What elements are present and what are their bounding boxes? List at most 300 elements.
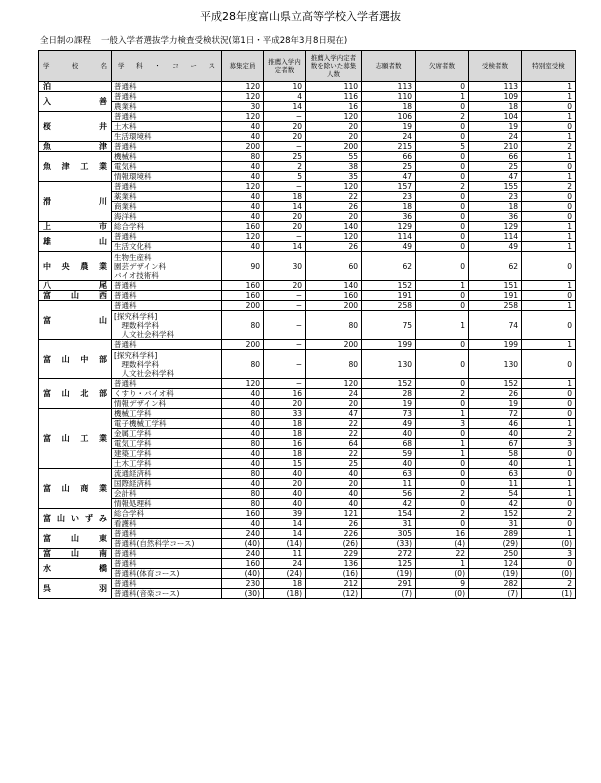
capacity-cell: 80 <box>222 350 264 379</box>
special-room-cell: 0 <box>522 409 576 419</box>
capacity-cell: 160 <box>222 559 264 569</box>
applicants-cell: 152 <box>362 379 416 389</box>
school-name: 雄山 <box>39 232 112 252</box>
special-room-cell: 1 <box>522 489 576 499</box>
absent-cell: 0 <box>416 519 469 529</box>
table-row <box>39 212 576 222</box>
examinees-cell: (19) <box>469 569 522 579</box>
remaining-cell: 160 <box>306 291 362 301</box>
special-room-cell: 0 <box>522 291 576 301</box>
applicants-cell: 36 <box>362 212 416 222</box>
course-name: 土木工学科 <box>112 459 222 469</box>
absent-cell: (0) <box>416 569 469 579</box>
table-row <box>39 132 576 142</box>
capacity-cell: 40 <box>222 479 264 489</box>
remaining-cell: 20 <box>306 132 362 142</box>
special-room-cell: 1 <box>522 92 576 102</box>
examinees-cell: 258 <box>469 301 522 311</box>
examinees-cell: 42 <box>469 499 522 509</box>
recommended-cell: 24 <box>264 559 306 569</box>
school-name: 富山南 <box>39 549 112 559</box>
applicants-cell: 25 <box>362 162 416 172</box>
examinees-cell: 23 <box>469 192 522 202</box>
recommended-cell: 16 <box>264 439 306 449</box>
course-name: 普通科 <box>112 559 222 569</box>
remaining-cell: 136 <box>306 559 362 569</box>
table-row <box>39 92 576 102</box>
recommended-cell: 11 <box>264 549 306 559</box>
remaining-cell: 55 <box>306 152 362 162</box>
special-room-cell: (0) <box>522 539 576 549</box>
absent-cell: 16 <box>416 529 469 539</box>
examinees-cell: 124 <box>469 559 522 569</box>
remaining-cell: (12) <box>306 589 362 599</box>
absent-cell: 1 <box>416 281 469 291</box>
special-room-cell: 0 <box>522 469 576 479</box>
applicants-cell: 63 <box>362 469 416 479</box>
capacity-cell: 160 <box>222 291 264 301</box>
remaining-cell: 120 <box>306 232 362 242</box>
applicants-cell: (33) <box>362 539 416 549</box>
applicants-cell: 47 <box>362 172 416 182</box>
table-row <box>39 459 576 469</box>
absent-cell: 22 <box>416 549 469 559</box>
capacity-cell: 160 <box>222 281 264 291</box>
table-row <box>39 439 576 449</box>
capacity-cell: 40 <box>222 519 264 529</box>
course-name: 電気工学科 <box>112 439 222 449</box>
absent-cell: (0) <box>416 589 469 599</box>
examinees-cell: 36 <box>469 212 522 222</box>
school-name: 富山東 <box>39 529 112 549</box>
course-name: 電子機械工学科 <box>112 419 222 429</box>
recommended-cell: 40 <box>264 499 306 509</box>
recommended-cell: 40 <box>264 489 306 499</box>
page-title: 平成28年度富山県立高等学校入学者選抜 <box>200 10 401 23</box>
recommended-cell: 18 <box>264 192 306 202</box>
absent-cell: 2 <box>416 182 469 192</box>
absent-cell: 0 <box>416 82 469 92</box>
school-name: 富山西 <box>39 291 112 301</box>
school-name: 富山工業 <box>39 409 112 469</box>
special-room-cell: 1 <box>522 242 576 252</box>
absent-cell: 2 <box>416 489 469 499</box>
examinees-cell: 58 <box>469 449 522 459</box>
special-room-cell: 3 <box>522 439 576 449</box>
special-room-cell: 2 <box>522 509 576 519</box>
absent-cell: 0 <box>416 399 469 409</box>
examinees-cell: 18 <box>469 202 522 212</box>
table-row <box>39 509 576 519</box>
special-room-cell: 0 <box>522 122 576 132</box>
course-name: 情報処理科 <box>112 499 222 509</box>
remaining-cell: 40 <box>306 489 362 499</box>
table-row <box>39 429 576 439</box>
applicants-cell: 42 <box>362 499 416 509</box>
remaining-cell: 40 <box>306 469 362 479</box>
absent-cell: 1 <box>416 311 469 340</box>
remaining-cell: 64 <box>306 439 362 449</box>
remaining-cell: 200 <box>306 301 362 311</box>
absent-cell: 1 <box>416 449 469 459</box>
recommended-cell: − <box>264 311 306 340</box>
special-room-cell: 1 <box>522 82 576 92</box>
special-room-cell: 0 <box>522 449 576 459</box>
capacity-cell: 40 <box>222 449 264 459</box>
special-room-cell: 1 <box>522 281 576 291</box>
table-row <box>39 301 576 311</box>
applicants-cell: 62 <box>362 252 416 281</box>
recommended-cell: − <box>264 340 306 350</box>
special-room-cell: 1 <box>522 301 576 311</box>
remaining-cell: 140 <box>306 281 362 291</box>
examinees-cell: 63 <box>469 469 522 479</box>
table-row <box>39 252 576 281</box>
capacity-cell: 40 <box>222 429 264 439</box>
course-name: 普通科 <box>112 92 222 102</box>
recommended-cell: − <box>264 232 306 242</box>
header-remaining: 推薦入学内定者数を除いた募集人数 <box>306 51 362 82</box>
absent-cell: 0 <box>416 222 469 232</box>
applicants-cell: 31 <box>362 519 416 529</box>
recommended-cell: − <box>264 379 306 389</box>
table-row <box>39 112 576 122</box>
header-course: 学 科 ・ コ ー ス <box>112 51 222 82</box>
table-row <box>39 399 576 409</box>
examinees-cell: 47 <box>469 172 522 182</box>
recommended-cell: − <box>264 182 306 192</box>
capacity-cell: 40 <box>222 172 264 182</box>
school-name: 魚津工業 <box>39 152 112 182</box>
recommended-cell: 33 <box>264 409 306 419</box>
capacity-cell: 40 <box>222 389 264 399</box>
remaining-cell: 80 <box>306 311 362 340</box>
examinees-cell: 49 <box>469 242 522 252</box>
course-name: 建築工学科 <box>112 449 222 459</box>
table-row <box>39 291 576 301</box>
recommended-cell: (18) <box>264 589 306 599</box>
applicants-cell: 18 <box>362 102 416 112</box>
table-row <box>39 82 576 92</box>
table-row <box>39 182 576 192</box>
absent-cell: 0 <box>416 102 469 112</box>
examinees-cell: 104 <box>469 112 522 122</box>
applicants-cell: 154 <box>362 509 416 519</box>
examinees-cell: 282 <box>469 579 522 589</box>
special-room-cell: 0 <box>522 102 576 112</box>
recommended-cell: 18 <box>264 429 306 439</box>
table-row <box>39 489 576 499</box>
special-room-cell: 1 <box>522 479 576 489</box>
course-name: 普通科(体育コース) <box>112 569 222 579</box>
capacity-cell: (40) <box>222 539 264 549</box>
applicants-cell: 40 <box>362 459 416 469</box>
remaining-cell: 120 <box>306 182 362 192</box>
table-row <box>39 419 576 429</box>
special-room-cell: 1 <box>522 112 576 122</box>
absent-cell: 0 <box>416 162 469 172</box>
course-name: 生物生産科 園芸デザイン科 バイオ技術科 <box>112 252 222 281</box>
applicants-cell: 258 <box>362 301 416 311</box>
applicants-cell: 24 <box>362 132 416 142</box>
table-row <box>39 529 576 539</box>
examinees-cell: 130 <box>469 350 522 379</box>
table-row <box>39 311 576 340</box>
examinees-cell: 67 <box>469 439 522 449</box>
absent-cell: 0 <box>416 152 469 162</box>
special-room-cell: 0 <box>522 499 576 509</box>
examinees-cell: 24 <box>469 132 522 142</box>
examinees-cell: 40 <box>469 459 522 469</box>
recommended-cell: 25 <box>264 152 306 162</box>
recommended-cell: − <box>264 112 306 122</box>
capacity-cell: 40 <box>222 202 264 212</box>
capacity-cell: 80 <box>222 499 264 509</box>
applicants-cell: 40 <box>362 429 416 439</box>
absent-cell: 0 <box>416 192 469 202</box>
recommended-cell: − <box>264 350 306 379</box>
applicants-cell: 125 <box>362 559 416 569</box>
course-name: 普通科 <box>112 301 222 311</box>
remaining-cell: 20 <box>306 212 362 222</box>
examinees-cell: 113 <box>469 82 522 92</box>
applicants-cell: 305 <box>362 529 416 539</box>
examinees-cell: 152 <box>469 509 522 519</box>
course-name: 土木科 <box>112 122 222 132</box>
special-room-cell: 1 <box>522 379 576 389</box>
absent-cell: 0 <box>416 340 469 350</box>
recommended-cell: (14) <box>264 539 306 549</box>
absent-cell: 1 <box>416 559 469 569</box>
table-row <box>39 340 576 350</box>
applicants-cell: 291 <box>362 579 416 589</box>
remaining-cell: 22 <box>306 429 362 439</box>
capacity-cell: 120 <box>222 232 264 242</box>
examinees-cell: 152 <box>469 379 522 389</box>
recommended-cell: − <box>264 301 306 311</box>
table-row <box>39 389 576 399</box>
applicants-cell: 199 <box>362 340 416 350</box>
table-row <box>39 232 576 242</box>
examinees-cell: 40 <box>469 429 522 439</box>
special-room-cell: 0 <box>522 389 576 399</box>
capacity-cell: 40 <box>222 419 264 429</box>
remaining-cell: (16) <box>306 569 362 579</box>
examinees-cell: 46 <box>469 419 522 429</box>
course-name: 普通科 <box>112 549 222 559</box>
special-room-cell: 0 <box>522 399 576 409</box>
recommended-cell: 20 <box>264 122 306 132</box>
remaining-cell: (26) <box>306 539 362 549</box>
table-row <box>39 379 576 389</box>
capacity-cell: 40 <box>222 122 264 132</box>
remaining-cell: 200 <box>306 142 362 152</box>
capacity-cell: 240 <box>222 549 264 559</box>
capacity-cell: 80 <box>222 152 264 162</box>
course-name: 普通科 <box>112 142 222 152</box>
absent-cell: 0 <box>416 469 469 479</box>
examinees-cell: 11 <box>469 479 522 489</box>
table-row <box>39 569 576 579</box>
remaining-cell: 200 <box>306 340 362 350</box>
course-name: 総合学科 <box>112 222 222 232</box>
special-room-cell: 1 <box>522 340 576 350</box>
remaining-cell: 121 <box>306 509 362 519</box>
examinees-cell: 129 <box>469 222 522 232</box>
examinees-cell: 54 <box>469 489 522 499</box>
capacity-cell: 40 <box>222 399 264 409</box>
recommended-cell: 5 <box>264 172 306 182</box>
examinees-cell: 19 <box>469 122 522 132</box>
course-name: 普通科 <box>112 281 222 291</box>
school-name: 富山商業 <box>39 469 112 509</box>
recommended-cell: 18 <box>264 449 306 459</box>
special-room-cell: 0 <box>522 311 576 340</box>
recommended-cell: 16 <box>264 389 306 399</box>
absent-cell: 2 <box>416 389 469 399</box>
subtitle-course: 全日制の課程 <box>40 36 92 46</box>
capacity-cell: 120 <box>222 92 264 102</box>
table-row <box>39 539 576 549</box>
course-name: 生活環境科 <box>112 132 222 142</box>
remaining-cell: 120 <box>306 379 362 389</box>
absent-cell: 0 <box>416 252 469 281</box>
table-row <box>39 409 576 419</box>
absent-cell: 0 <box>416 301 469 311</box>
course-name: 情報デザイン科 <box>112 399 222 409</box>
course-name: 商業科 <box>112 202 222 212</box>
course-name: 情報環境科 <box>112 172 222 182</box>
examinees-cell: 114 <box>469 232 522 242</box>
header-row <box>39 51 576 82</box>
school-name: 泊 <box>39 82 112 92</box>
applicants-cell: 272 <box>362 549 416 559</box>
absent-cell: 0 <box>416 379 469 389</box>
course-name: 機械科 <box>112 152 222 162</box>
applicants-cell: 110 <box>362 92 416 102</box>
special-room-cell: 0 <box>522 252 576 281</box>
examinees-cell: 66 <box>469 152 522 162</box>
recommended-cell: 14 <box>264 529 306 539</box>
recommended-cell: 30 <box>264 252 306 281</box>
subtitle-status: 一般入学者選抜学力検査受検状況(第1日・平成28年3月8日現在) <box>101 36 348 46</box>
special-room-cell: 0 <box>522 192 576 202</box>
applicants-cell: 106 <box>362 112 416 122</box>
special-room-cell: 2 <box>522 429 576 439</box>
applicants-cell: (19) <box>362 569 416 579</box>
recommended-cell: − <box>264 291 306 301</box>
table-row <box>39 579 576 589</box>
table-row <box>39 589 576 599</box>
capacity-cell: 120 <box>222 379 264 389</box>
recommended-cell: 20 <box>264 222 306 232</box>
school-name: 中央農業 <box>39 252 112 281</box>
remaining-cell: 60 <box>306 252 362 281</box>
recommended-cell: 14 <box>264 202 306 212</box>
table-row <box>39 350 576 379</box>
course-name: くすり・バイオ科 <box>112 389 222 399</box>
absent-cell: 3 <box>416 419 469 429</box>
recommended-cell: 40 <box>264 469 306 479</box>
remaining-cell: 38 <box>306 162 362 172</box>
remaining-cell: 35 <box>306 172 362 182</box>
absent-cell: 1 <box>416 92 469 102</box>
course-name: 薬業科 <box>112 192 222 202</box>
course-name: 普通科 <box>112 232 222 242</box>
table-row <box>39 142 576 152</box>
absent-cell: 0 <box>416 429 469 439</box>
examinees-cell: 151 <box>469 281 522 291</box>
capacity-cell: 200 <box>222 142 264 152</box>
applicants-cell: 191 <box>362 291 416 301</box>
special-room-cell: 1 <box>522 459 576 469</box>
course-name: 普通科 <box>112 579 222 589</box>
examinees-cell: 25 <box>469 162 522 172</box>
capacity-cell: 80 <box>222 489 264 499</box>
applicants-cell: 49 <box>362 419 416 429</box>
recommended-cell: (24) <box>264 569 306 579</box>
examinees-cell: 26 <box>469 389 522 399</box>
header-school: 学 校 名 <box>39 51 112 82</box>
absent-cell: 0 <box>416 499 469 509</box>
school-name: 魚津 <box>39 142 112 152</box>
capacity-cell: 120 <box>222 182 264 192</box>
course-name: 普通科 <box>112 291 222 301</box>
remaining-cell: 22 <box>306 419 362 429</box>
examinees-cell: 74 <box>469 311 522 340</box>
examinees-cell: 72 <box>469 409 522 419</box>
table-row <box>39 202 576 212</box>
capacity-cell: 40 <box>222 459 264 469</box>
recommended-cell: 14 <box>264 242 306 252</box>
capacity-cell: 80 <box>222 311 264 340</box>
table-row <box>39 102 576 112</box>
table-row <box>39 469 576 479</box>
remaining-cell: 20 <box>306 122 362 132</box>
remaining-cell: 26 <box>306 242 362 252</box>
remaining-cell: 20 <box>306 399 362 409</box>
table-row <box>39 499 576 509</box>
absent-cell: 0 <box>416 132 469 142</box>
absent-cell: 0 <box>416 172 469 182</box>
absent-cell: 2 <box>416 112 469 122</box>
examinees-cell: 19 <box>469 399 522 409</box>
examinees-cell: 210 <box>469 142 522 152</box>
examinees-cell: 109 <box>469 92 522 102</box>
capacity-cell: 40 <box>222 212 264 222</box>
absent-cell: 5 <box>416 142 469 152</box>
absent-cell: 0 <box>416 212 469 222</box>
school-name: 上市 <box>39 222 112 232</box>
absent-cell: 2 <box>416 509 469 519</box>
capacity-cell: 80 <box>222 409 264 419</box>
course-name: 普通科 <box>112 182 222 192</box>
absent-cell: 1 <box>416 409 469 419</box>
examinees-cell: 191 <box>469 291 522 301</box>
capacity-cell: 230 <box>222 579 264 589</box>
header-examinees: 受検者数 <box>469 51 522 82</box>
school-name: 富山 <box>39 301 112 340</box>
table-row <box>39 559 576 569</box>
remaining-cell: 22 <box>306 192 362 202</box>
remaining-cell: 110 <box>306 82 362 92</box>
page-subtitle <box>40 36 347 46</box>
remaining-cell: 25 <box>306 459 362 469</box>
applicants-cell: 152 <box>362 281 416 291</box>
applicants-cell: 75 <box>362 311 416 340</box>
capacity-cell: 40 <box>222 242 264 252</box>
course-name: 会計科 <box>112 489 222 499</box>
